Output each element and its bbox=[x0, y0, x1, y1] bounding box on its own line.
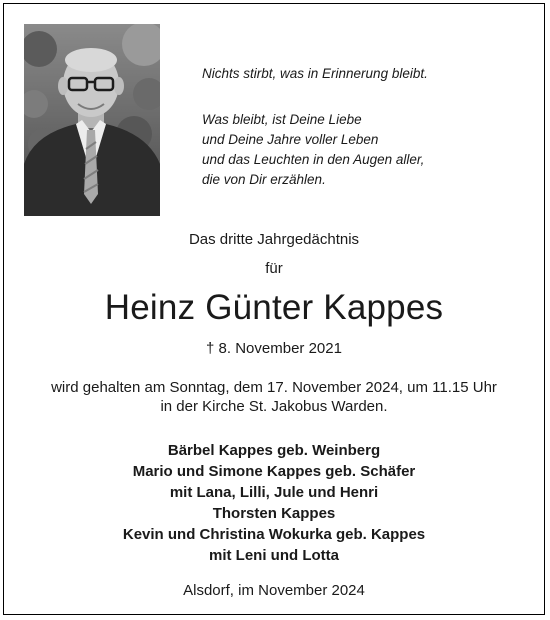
deceased-name: Heinz Günter Kappes bbox=[104, 288, 444, 327]
place-date: Alsdorf, im November 2024 bbox=[183, 582, 365, 599]
family-line: Mario und Simone Kappes geb. Schäfer bbox=[132, 463, 416, 480]
portrait-image bbox=[24, 24, 160, 216]
obituary-notice bbox=[3, 3, 545, 615]
family-line: mit Leni und Lotta bbox=[209, 547, 339, 564]
quote-verse bbox=[202, 110, 424, 190]
family-line: Kevin und Christina Wokurka geb. Kappes bbox=[122, 526, 426, 543]
family-list bbox=[4, 440, 544, 566]
service-line: in der Kirche St. Jakobus Warden. bbox=[160, 398, 388, 415]
quote-line: Nichts stirbt, was in Erinnerung bleibt. bbox=[202, 66, 428, 81]
death-date: † 8. November 2021 bbox=[206, 340, 342, 357]
service-line: wird gehalten am Sonntag, dem 17. November 2024, um 11.15 Uhr bbox=[51, 379, 497, 396]
verse-line: und das Leuchten in den Augen aller, bbox=[202, 152, 425, 167]
verse-line: und Deine Jahre voller Leben bbox=[202, 132, 379, 147]
service-info bbox=[4, 378, 544, 416]
family-line: mit Lana, Lilli, Jule und Henri bbox=[169, 484, 379, 501]
verse-line: die von Dir erzählen. bbox=[202, 172, 326, 187]
verse-line: Was bleibt, ist Deine Liebe bbox=[202, 112, 362, 127]
family-line: Bärbel Kappes geb. Weinberg bbox=[167, 442, 381, 459]
portrait-photo bbox=[24, 24, 160, 216]
for-text: für bbox=[265, 260, 283, 277]
anniversary-text: Das dritte Jahrgedächtnis bbox=[188, 231, 360, 248]
family-line: Thorsten Kappes bbox=[212, 505, 336, 522]
